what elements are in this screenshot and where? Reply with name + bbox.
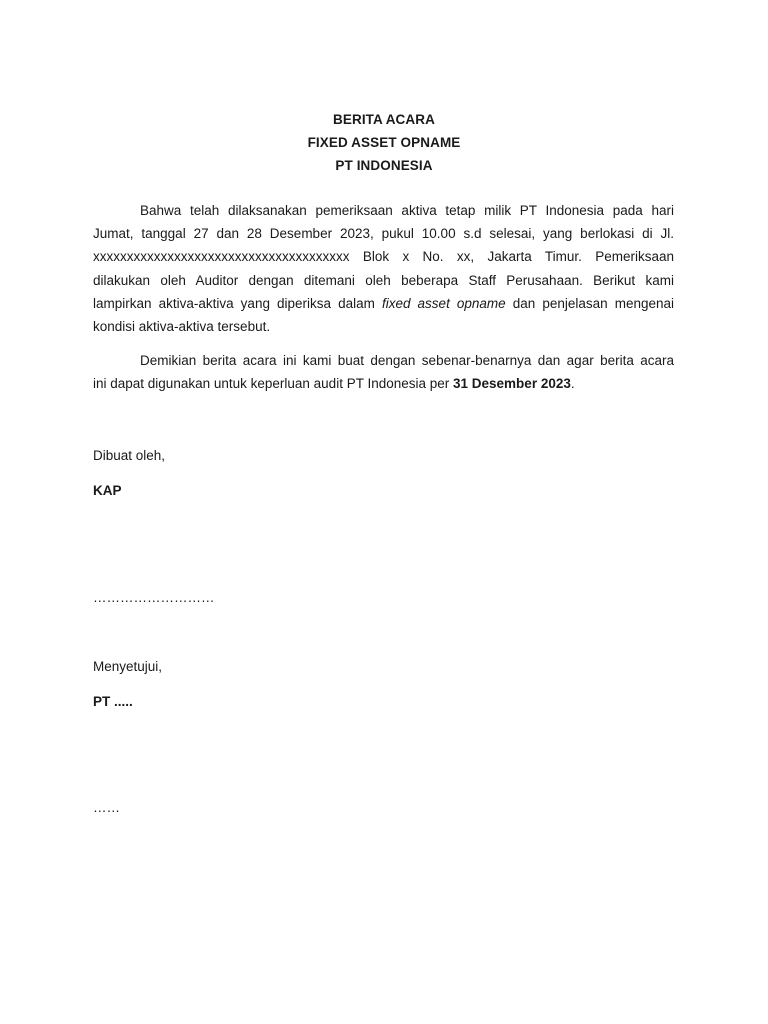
paragraph-line-text: ini dapat digunakan untuk keperluan audit PT Indonesia per	[93, 376, 454, 392]
paragraph-line-text: .	[570, 376, 575, 392]
paragraph-line-text: Demikian berita acara ini kami buat dengan sebenar-benarnya dan agar berita acara	[140, 353, 674, 368]
paragraph-line	[93, 349, 674, 372]
paragraph-line-text: Bahwa telah dilaksanakan pemeriksaan aktiva tetap milik PT Indonesia pada hari	[140, 203, 674, 218]
paragraph-line-text: lampirkan aktiva-aktiva yang diperiksa dalam	[93, 295, 382, 311]
audit-date: 31 Desember 2023	[453, 376, 571, 392]
italic-term: fixed asset opname	[381, 295, 506, 311]
paragraph-line	[93, 372, 674, 395]
made-by-organization: KAP	[93, 483, 122, 498]
paragraph-line: xxxxxxxxxxxxxxxxxxxxxxxxxxxxxxxxxxxxxx Blok x No. xx, Jakarta Timur. Pemeriksaan	[93, 249, 674, 265]
made-by-label: Dibuat oleh,	[93, 448, 166, 463]
paragraph-line: dilakukan oleh Auditor dengan ditemani oleh beberapa Staff Perusahaan. Berikut kami	[93, 272, 674, 288]
made-by-signature-line: ………………………	[93, 590, 215, 605]
paragraph-line-text: dan penjelasan mengenai	[505, 295, 675, 311]
approved-by-label: Menyetujui,	[93, 659, 163, 674]
paragraph-line	[93, 199, 674, 222]
document-title-block	[0, 108, 768, 177]
title-company: PT INDONESIA	[335, 158, 433, 173]
paragraph-line: kondisi aktiva-aktiva tersebut.	[93, 319, 271, 335]
paragraph-line: Jumat, tanggal 27 dan 28 Desember 2023, pukul 10.00 s.d selesai, yang berlokasi di Jl.	[93, 226, 674, 242]
title-berita-acara: BERITA ACARA	[333, 112, 435, 127]
approved-by-organization: PT .....	[93, 694, 133, 709]
paragraph-line	[93, 292, 674, 315]
paragraph-opening	[93, 199, 674, 338]
approved-by-signature-line: ……	[93, 800, 120, 815]
paragraph-closing	[93, 349, 674, 395]
title-fixed-asset-opname: FIXED ASSET OPNAME	[307, 135, 461, 150]
